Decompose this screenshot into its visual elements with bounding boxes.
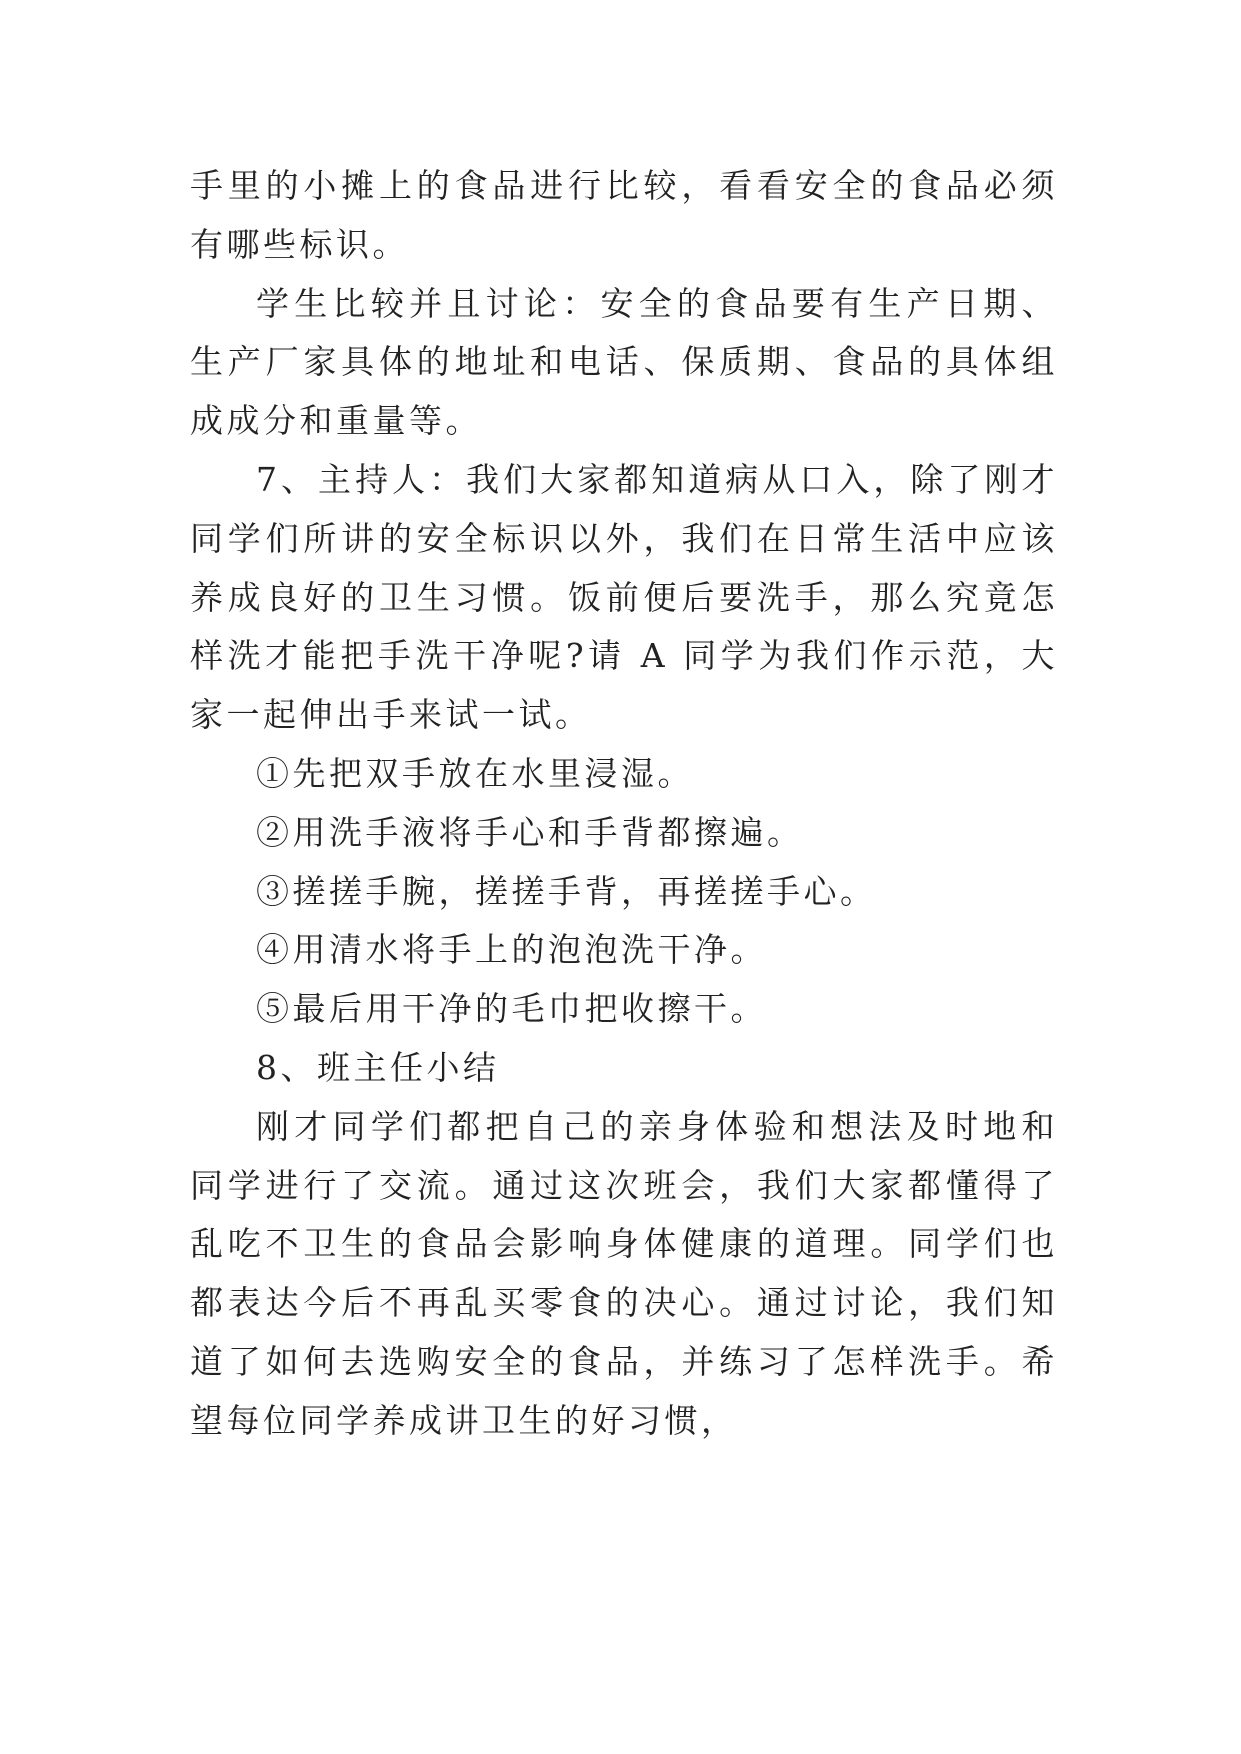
document-body xyxy=(190,157,1058,1451)
paragraph-host-handwashing: 7、主持人：我们大家都知道病从口入，除了刚才同学们所讲的安全标识以外，我们在日常生活中应该养成良好的卫生习惯。饭前便后要洗手，那么究竟怎样洗才能把手洗干净呢?请 A 同学为我们作示范，大家一起伸出手来试一试。 xyxy=(190,459,1058,735)
handwashing-step-1: ①先把双手放在水里浸湿。 xyxy=(256,753,694,793)
handwashing-step-2: ②用洗手液将手心和手背都擦遍。 xyxy=(256,812,804,852)
section-heading-teacher-summary: 8、班主任小结 xyxy=(256,1047,500,1087)
paragraph-teacher-summary: 刚才同学们都把自己的亲身体验和想法及时地和同学进行了交流。通过这次班会，我们大家都懂得了乱吃不卫生的食品会影响身体健康的道理。同学们也都表达今后不再乱买零食的决心。通过讨论，我们知道了如何去选购安全的食品，并练习了怎样洗手。希望每位同学养成讲卫生的好习惯， xyxy=(190,1106,1058,1440)
handwashing-step-4: ④用清水将手上的泡泡洗干净。 xyxy=(256,930,767,970)
paragraph-student-discussion: 学生比较并且讨论：安全的食品要有生产日期、生产厂家具体的地址和电话、保质期、食品的具体组成成分和重量等。 xyxy=(190,283,1058,441)
handwashing-step-5: ⑤最后用干净的毛巾把收擦干。 xyxy=(256,989,767,1029)
paragraph-food-comparison: 手里的小摊上的食品进行比较，看看安全的食品必须有哪些标识。 xyxy=(190,166,1058,264)
handwashing-step-3: ③搓搓手腕，搓搓手背，再搓搓手心。 xyxy=(256,871,877,911)
